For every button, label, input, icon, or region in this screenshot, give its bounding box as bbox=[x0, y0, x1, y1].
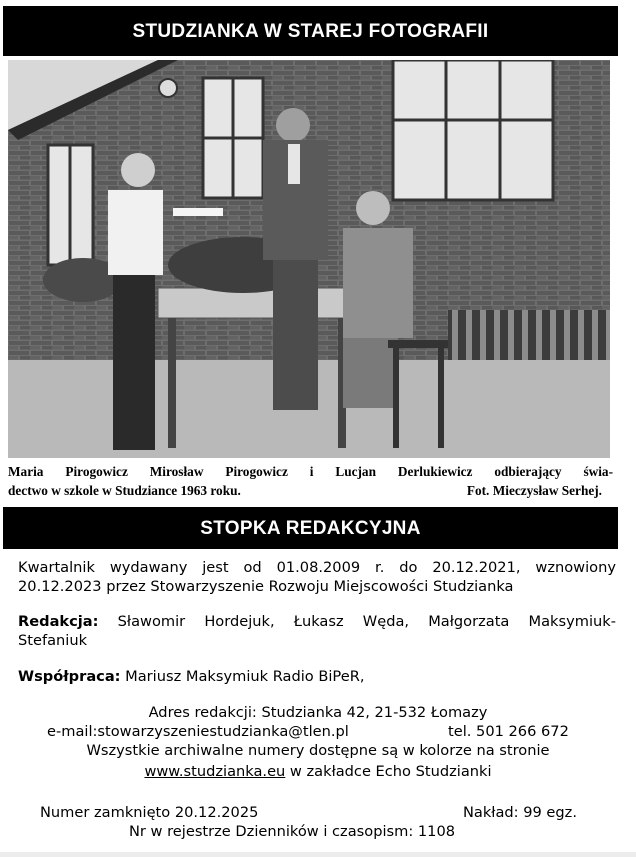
redakcja-line1 bbox=[18, 612, 616, 631]
issue-closed-date: Numer zamknięto 20.12.2025 bbox=[40, 804, 259, 821]
archive-suffix: w zakładce Echo Studzianki bbox=[285, 763, 492, 780]
phone-text: tel. 501 266 672 bbox=[448, 723, 569, 740]
historical-photo bbox=[8, 60, 610, 458]
wspolpraca-line bbox=[18, 667, 364, 686]
page-bottom-strip bbox=[0, 852, 636, 857]
circulation: Nakład: 99 egz. bbox=[463, 804, 577, 821]
photo-caption-line1: Maria Pirogowicz Mirosław Pirogowicz i Lucjan Derlukiewicz odbierający świa- bbox=[8, 464, 613, 479]
website-line bbox=[0, 762, 636, 781]
registry-number: Nr w rejestrze Dzienników i czasopism: 1108 bbox=[129, 823, 456, 840]
website-link[interactable]: www.studzianka.eu bbox=[144, 763, 286, 780]
redakcja-names: Sławomir Hordejuk, Łukasz Węda, Małgorzata Maksymiuk- bbox=[98, 613, 616, 630]
redakcja-line2: Stefaniuk bbox=[18, 632, 88, 649]
wspolpraca-label: Współpraca: bbox=[18, 668, 121, 685]
email-text[interactable]: e-mail:stowarzyszeniestudzianka@tlen.pl bbox=[47, 723, 349, 740]
section-header-old-photo: STUDZIANKA W STAREJ FOTOGRAFII bbox=[3, 6, 618, 56]
redakcja-label: Redakcja: bbox=[18, 613, 99, 630]
wspolpraca-value: Mariusz Maksymiuk Radio BiPeR, bbox=[120, 668, 365, 685]
photo-caption-text: dectwo w szkole w Studziance 1963 roku. bbox=[8, 483, 241, 498]
photo-credit: Fot. Mieczysław Serhej. bbox=[466, 483, 602, 498]
section-header-stopka: STOPKA REDAKCYJNA bbox=[3, 507, 618, 549]
photo-caption-line2 bbox=[8, 482, 613, 500]
intro-line2: 20.12.2023 przez Stowarzyszenie Rozwoju Miejscowości Studzianka bbox=[18, 578, 514, 595]
archive-line: Wszystkie archiwalne numery dostępne są w kolorze na stronie bbox=[86, 742, 550, 759]
address-line: Adres redakcji: Studzianka 42, 21-532 Łomazy bbox=[148, 704, 488, 721]
intro-line1: Kwartalnik wydawany jest od 01.08.2009 r. do 20.12.2021, wznowiony bbox=[18, 559, 616, 576]
